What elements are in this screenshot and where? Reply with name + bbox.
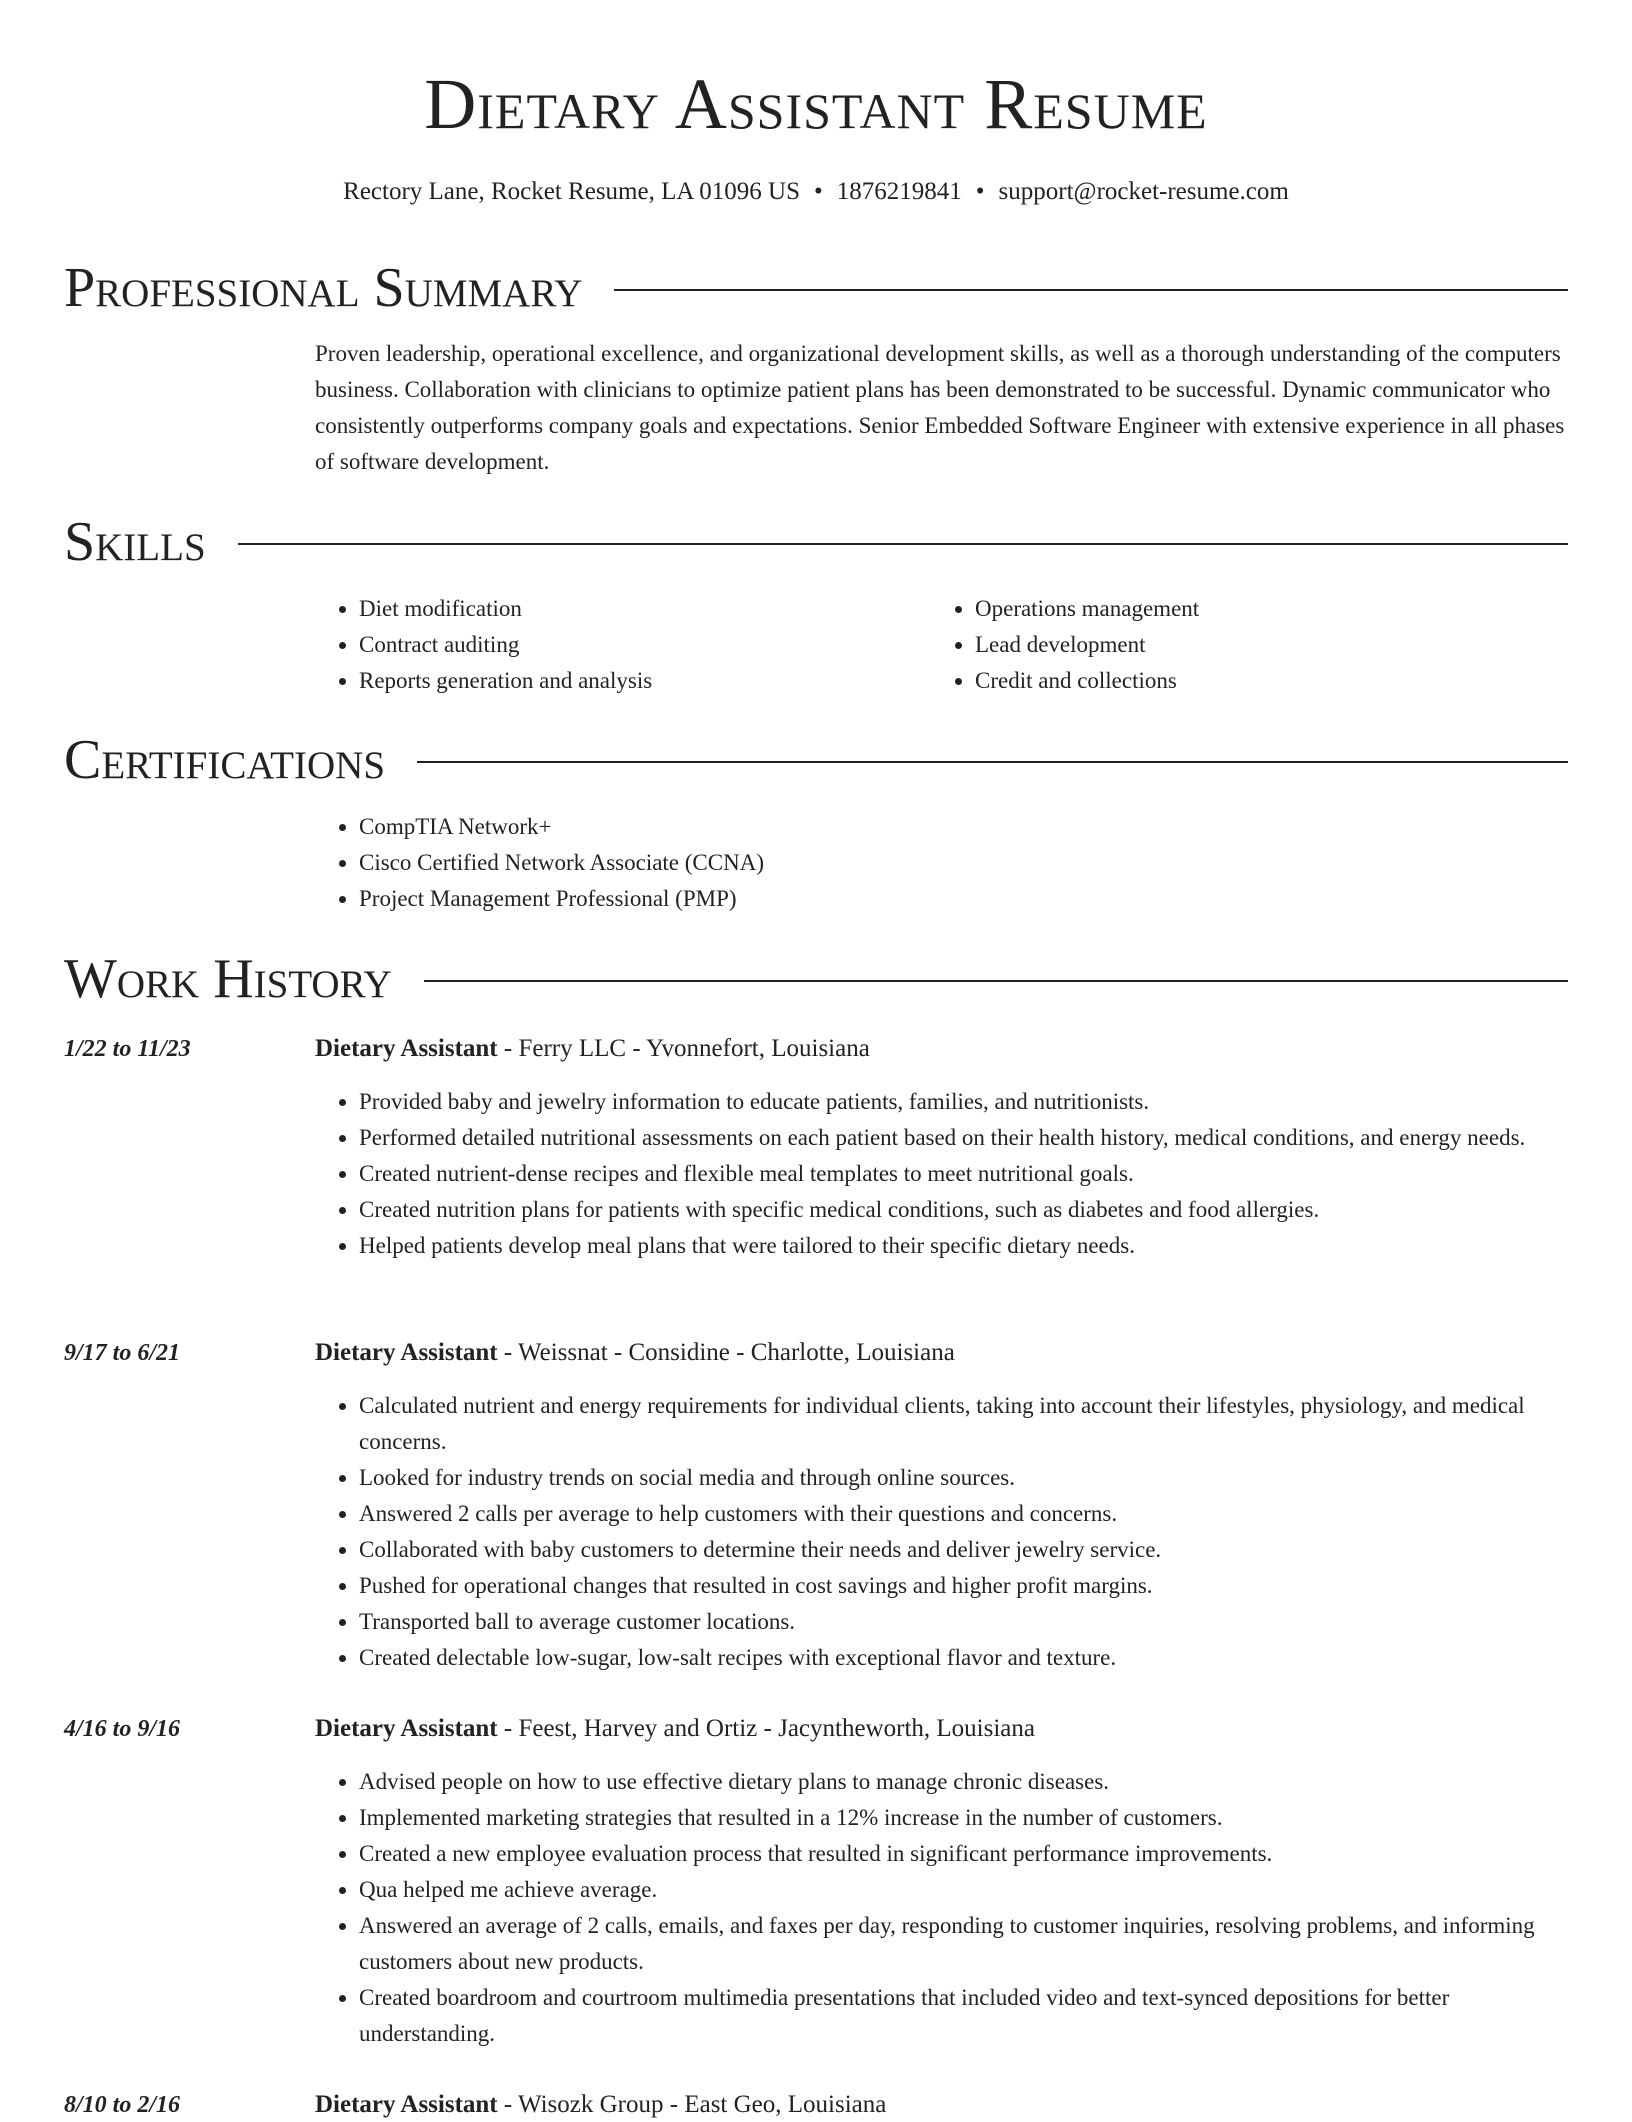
contact-email: support@rocket-resume.com xyxy=(998,178,1289,205)
job-role: Dietary Assistant xyxy=(315,1035,498,1062)
contact-line xyxy=(0,176,1632,208)
work-heading: Work History xyxy=(64,948,392,1010)
contact-phone: 1876219841 xyxy=(836,178,962,205)
job-title-line xyxy=(315,1712,1568,1746)
job-bullet: • Helped patients develop meal plans that were tailored to their specific dietary needs. xyxy=(359,1228,1568,1264)
job-dates: 4/16 to 9/16 xyxy=(64,1716,181,1742)
job-employer: - Weissnat - Considine - Charlotte, Louisiana xyxy=(497,1339,955,1366)
skill-item: • Operations management xyxy=(975,591,1531,627)
job-bullet: • Transported ball to average customer locations. xyxy=(359,1604,1568,1640)
contact-separator: • xyxy=(975,178,985,205)
summary-section-header xyxy=(64,256,1568,320)
certification-item: • Cisco Certified Network Associate (CCNA) xyxy=(359,845,764,881)
skill-item: • Credit and collections xyxy=(975,663,1531,699)
skill-item: • Contract auditing xyxy=(359,627,915,663)
job-bullet: • Provided baby and jewelry information to educate patients, families, and nutritionists. xyxy=(359,1084,1568,1120)
job-bullet: • Calculated nutrient and energy requirements for individual clients, taking into account their lifestyles, physiology, and medical concerns. xyxy=(359,1388,1568,1460)
job-title-line xyxy=(315,1032,1568,1066)
job-bullet: • Pushed for operational changes that resulted in cost savings and higher profit margins. xyxy=(359,1568,1568,1604)
job-dates: 9/17 to 6/21 xyxy=(64,1340,181,1366)
job-bullet: • Qua helped me achieve average. xyxy=(359,1872,1568,1908)
work-section-header xyxy=(64,947,1568,1011)
job-bullet: • Performed detailed nutritional assessments on each patient based on their health history, medical conditions, and energy needs. xyxy=(359,1120,1568,1156)
job-bullet: • Created boardroom and courtroom multimedia presentations that included video and text-synced depositions for better understanding. xyxy=(359,1980,1568,2052)
job-bullet: • Collaborated with baby customers to determine their needs and deliver jewelry service. xyxy=(359,1532,1568,1568)
certifications-section-header xyxy=(64,728,1568,792)
job-employer: - Wisozk Group - East Geo, Louisiana xyxy=(497,2091,887,2118)
job-bullet: • Created nutrition plans for patients with specific medical conditions, such as diabetes and food allergies. xyxy=(359,1192,1568,1228)
job-bullet: • Answered an average of 2 calls, emails, and faxes per day, responding to customer inquiries, resolving problems, and informing customers about new products. xyxy=(359,1908,1568,1980)
job-title-line xyxy=(315,2088,1568,2122)
job-bullet: • Implemented marketing strategies that resulted in a 12% increase in the number of customers. xyxy=(359,1800,1568,1836)
certifications-list xyxy=(315,809,764,917)
section-divider xyxy=(424,980,1568,982)
job-bullet: • Answered 2 calls per average to help customers with their questions and concerns. xyxy=(359,1496,1568,1532)
job-dates: 1/22 to 11/23 xyxy=(64,1036,191,1062)
contact-address: Rectory Lane, Rocket Resume, LA 01096 US xyxy=(343,178,801,205)
skill-item: • Diet modification xyxy=(359,591,915,627)
contact-separator: • xyxy=(814,178,823,205)
summary-heading: Professional Summary xyxy=(64,257,583,319)
section-divider xyxy=(417,761,1568,763)
section-divider xyxy=(238,543,1568,545)
job-role: Dietary Assistant xyxy=(315,1339,498,1366)
job-employer: - Ferry LLC - Yvonnefort, Louisiana xyxy=(497,1035,870,1062)
job-bullets xyxy=(315,1084,1568,1264)
skill-item: • Lead development xyxy=(975,627,1531,663)
job-bullet: • Created a new employee evaluation process that resulted in significant performance improvements. xyxy=(359,1836,1568,1872)
job-bullet: • Advised people on how to use effective dietary plans to manage chronic diseases. xyxy=(359,1764,1568,1800)
job-bullet: • Created nutrient-dense recipes and flexible meal templates to meet nutritional goals. xyxy=(359,1156,1568,1192)
certification-item: • CompTIA Network+ xyxy=(359,809,764,845)
skill-item: • Reports generation and analysis xyxy=(359,663,915,699)
job-bullet: • Created delectable low-sugar, low-salt recipes with exceptional flavor and texture. xyxy=(359,1640,1568,1676)
summary-text: Proven leadership, operational excellence, and organizational development skills, as well as a thorough understanding of the computers business. Collaboration with clinicians to optimize patient plans has been demonstrated to be successful. Dynamic communicator who consistently outperforms company goals and expectations. Senior Embedded Software Engineer with extensive experience in all phases of software development. xyxy=(315,341,1565,474)
job-bullets xyxy=(315,1388,1568,1676)
job-role: Dietary Assistant xyxy=(315,2091,498,2118)
job-employer: - Feest, Harvey and Ortiz - Jacyntheworth, Louisiana xyxy=(497,1715,1035,1742)
skills-right-column xyxy=(931,591,1531,699)
resume-title: Dietary Assistant Resume xyxy=(424,64,1208,144)
job-bullets xyxy=(315,1764,1568,2052)
skills-section-header xyxy=(64,510,1568,574)
skills-heading: Skills xyxy=(64,511,206,573)
certification-item: • Project Management Professional (PMP) xyxy=(359,881,764,917)
job-dates: 8/10 to 2/16 xyxy=(64,2092,181,2118)
job-role: Dietary Assistant xyxy=(315,1715,498,1742)
skills-left-column xyxy=(315,591,915,699)
section-divider xyxy=(614,289,1568,291)
job-bullet: • Looked for industry trends on social media and through online sources. xyxy=(359,1460,1568,1496)
certifications-heading: Certifications xyxy=(64,729,386,791)
job-title-line xyxy=(315,1336,1568,1370)
